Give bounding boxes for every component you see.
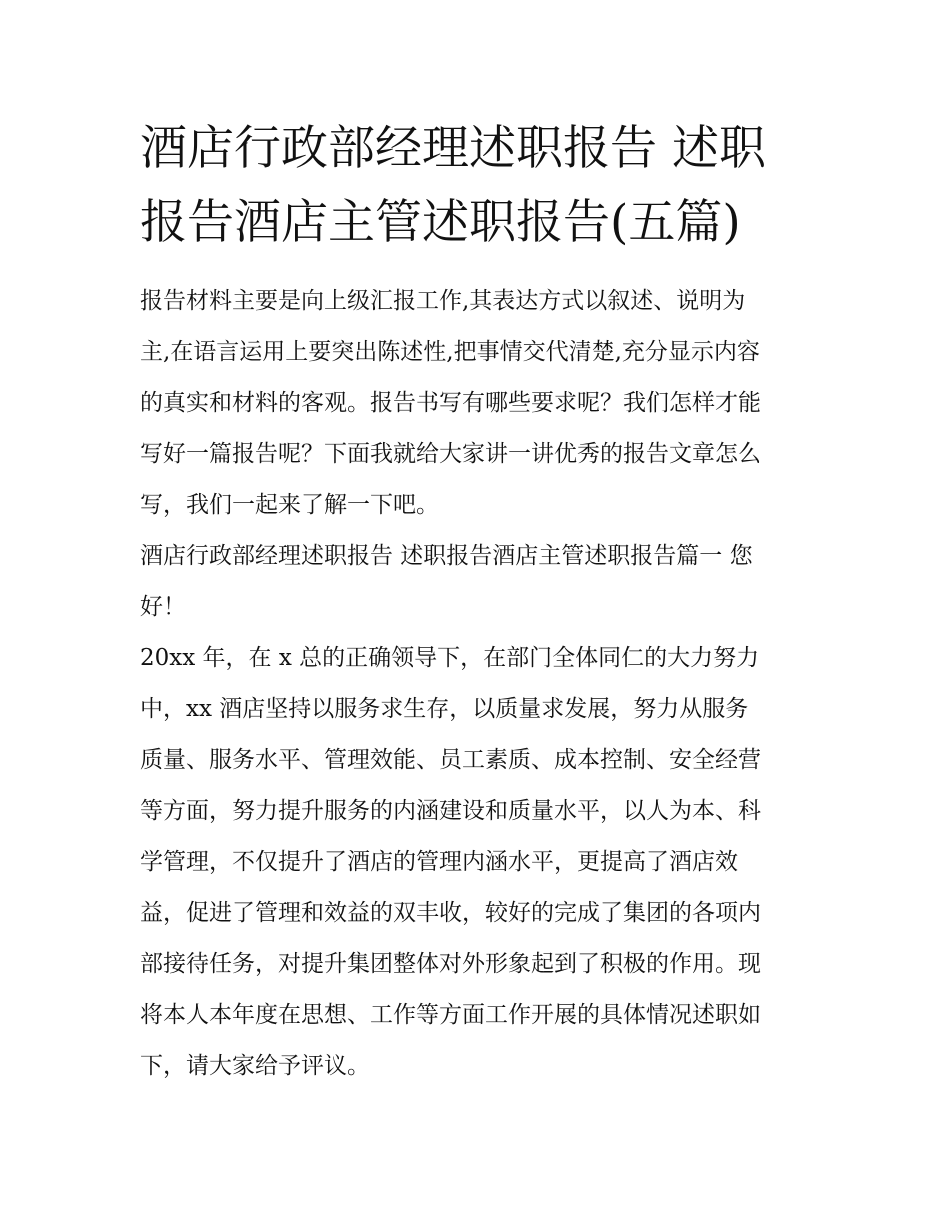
paragraph-body: 20xx 年，在 x 总的正确领导下，在部门全体同仁的大力努力 中，xx 酒店坚持以服务求生存，以质量求发展，努力从服务 质量、服务水平、管理效能、员工素质、成本控制、安全经营 等方面，努力提升服务的内涵建设和质量水平，以人为本、科 学管理，不仅提升了酒店的管理内涵水平，更提高了酒店效 益，促进了管理和效益的双丰收，较好的完成了集团的各项内 部接待任务，对提升集团整体对外形象起到了积极的作用。现 将本人本年度在思想、工作等方面工作开展的具体情况述职如 下，请大家给予评议。: [140, 645, 761, 1079]
paragraph-intro: 报告材料主要是向上级汇报工作,其表达方式以叙述、说明为 主,在语言运用上要突出陈述性,把事情交代清楚,充分显示内容 的真实和材料的客观。报告书写有哪些要求呢？我们怎样才能 写好一篇报告呢？下面我就给大家讲一讲优秀的报告文章怎么 写，我们一起来了解一下吧。: [140, 288, 761, 518]
document-title: 酒店行政部经理述职报告 述职 报告酒店主管述职报告(五篇): [140, 121, 766, 250]
paragraph-heading-greeting: 酒店行政部经理述职报告 述职报告酒店主管述职报告篇一 您 好！: [140, 543, 753, 620]
document-page: [140, 112, 812, 1092]
